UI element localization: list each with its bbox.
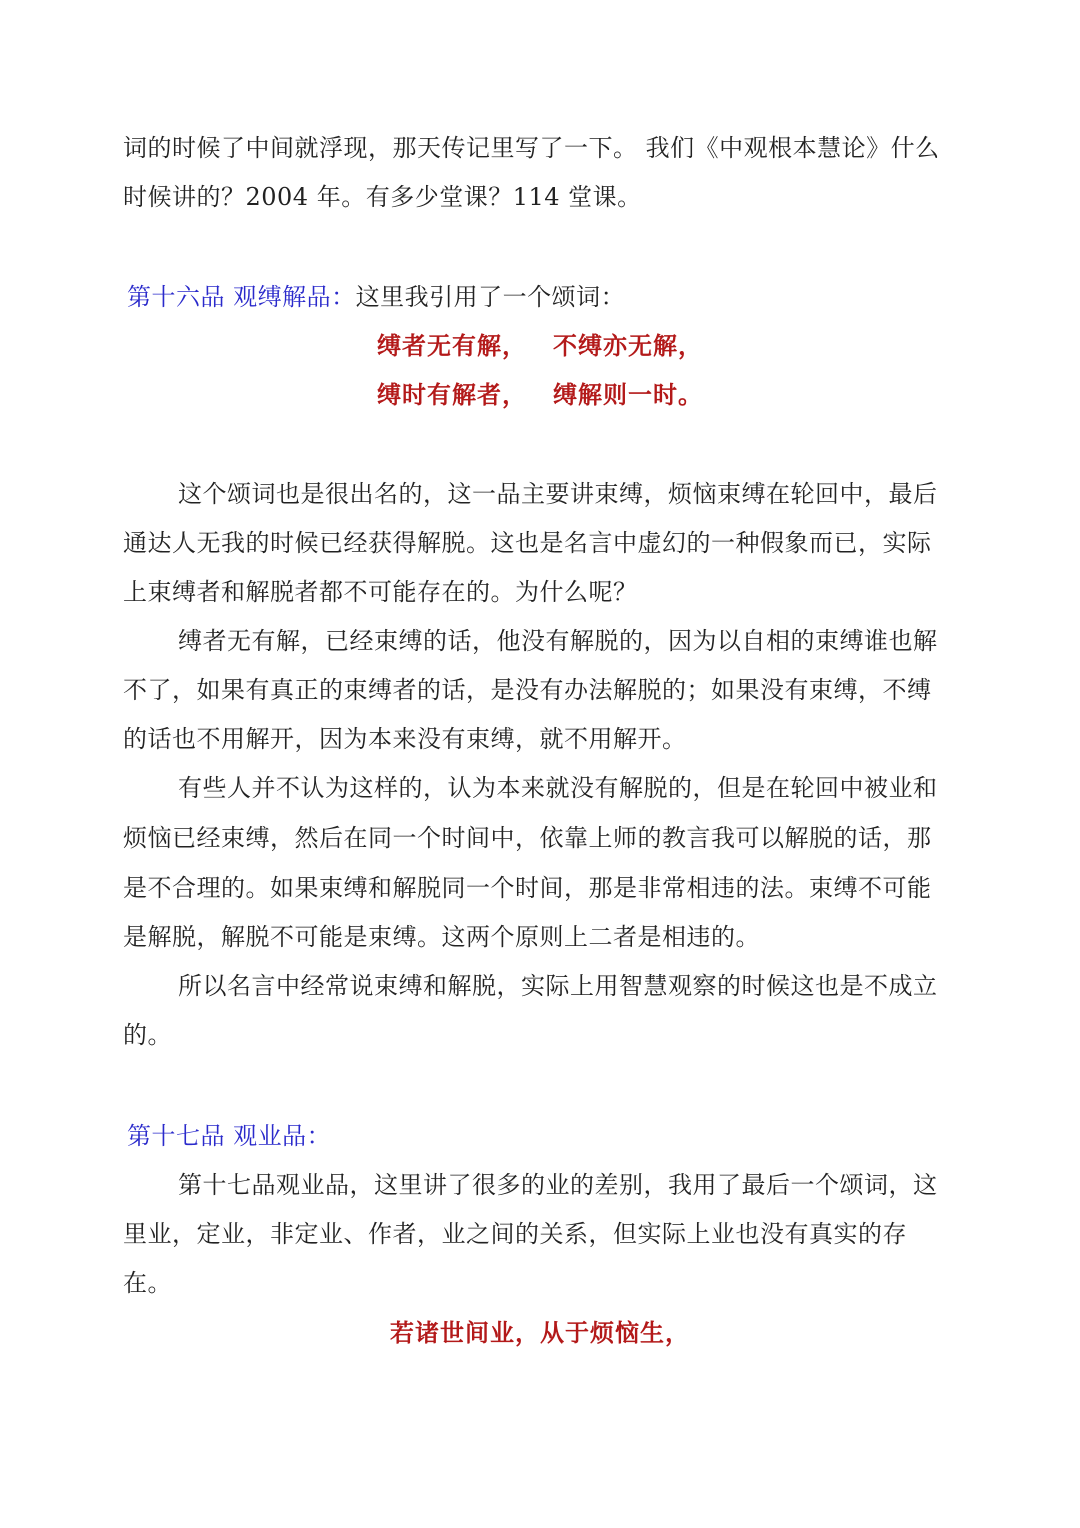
ch17-p1-line-3: 在。 xyxy=(123,1269,172,1297)
verse-17-line-1: 若诸世间业，从于烦恼生， xyxy=(390,1319,690,1347)
ch17-p1-line-1: 第十七品观业品，这里讲了很多的业的差别，我用了最后一个颂词，这 xyxy=(178,1171,938,1199)
verse-16-line-2 xyxy=(0,380,1080,410)
chapter-16-heading xyxy=(127,282,625,312)
chapter-17-heading xyxy=(127,1121,331,1151)
chapter-16-intro: 这里我引用了一个颂词： xyxy=(355,283,626,311)
verse-16-line-2a: 缚时有解者， xyxy=(377,381,527,409)
intro-line-2: 时候讲的？2004 年。有多少堂课？114 堂课。 xyxy=(123,183,642,211)
verse-16-line-1b: 不缚亦无解， xyxy=(553,332,703,360)
chapter-17-title: 第十七品 观业品： xyxy=(127,1122,332,1150)
ch16-p3-line-4: 是解脱，解脱不可能是束缚。这两个原则上二者是相违的。 xyxy=(123,923,760,951)
ch16-p4-line-2: 的。 xyxy=(123,1021,172,1049)
ch16-p3-line-1: 有些人并不认为这样的，认为本来就没有解脱的，但是在轮回中被业和 xyxy=(178,774,938,802)
ch16-p1-line-3: 上束缚者和解脱者都不可能存在的。为什么呢？ xyxy=(123,578,638,606)
verse-16-line-1a: 缚者无有解， xyxy=(377,332,527,360)
verse-16-line-1 xyxy=(0,331,1080,361)
ch16-p1-line-1: 这个颂词也是很出名的，这一品主要讲束缚，烦恼束缚在轮回中，最后 xyxy=(178,480,938,508)
ch16-p2-line-2: 不了，如果有真正的束缚者的话，是没有办法解脱的；如果没有束缚，不缚 xyxy=(123,676,932,704)
ch16-p1-line-2: 通达人无我的时候已经获得解脱。这也是名言中虚幻的一种假象而已，实际 xyxy=(123,529,932,557)
verse-16-line-2b: 缚解则一时。 xyxy=(553,381,703,409)
ch16-p3-line-3: 是不合理的。如果束缚和解脱同一个时间，那是非常相违的法。束缚不可能 xyxy=(123,874,932,902)
chapter-16-title: 第十六品 观缚解品： xyxy=(127,283,356,311)
intro-line-1: 词的时候了中间就浮现，那天传记里写了一下。 我们《中观根本慧论》什么 xyxy=(123,134,940,162)
ch16-p3-line-2: 烦恼已经束缚，然后在同一个时间中，依靠上师的教言我可以解脱的话，那 xyxy=(123,824,932,852)
ch17-p1-line-2: 里业，定业，非定业、作者，业之间的关系，但实际上业也没有真实的存 xyxy=(123,1220,907,1248)
ch16-p2-line-3: 的话也不用解开，因为本来没有束缚，就不用解开。 xyxy=(123,725,687,753)
ch16-p4-line-1: 所以名言中经常说束缚和解脱，实际上用智慧观察的时候这也是不成立 xyxy=(178,972,938,1000)
ch16-p2-line-1: 缚者无有解，已经束缚的话，他没有解脱的，因为以自相的束缚谁也解 xyxy=(178,627,938,655)
